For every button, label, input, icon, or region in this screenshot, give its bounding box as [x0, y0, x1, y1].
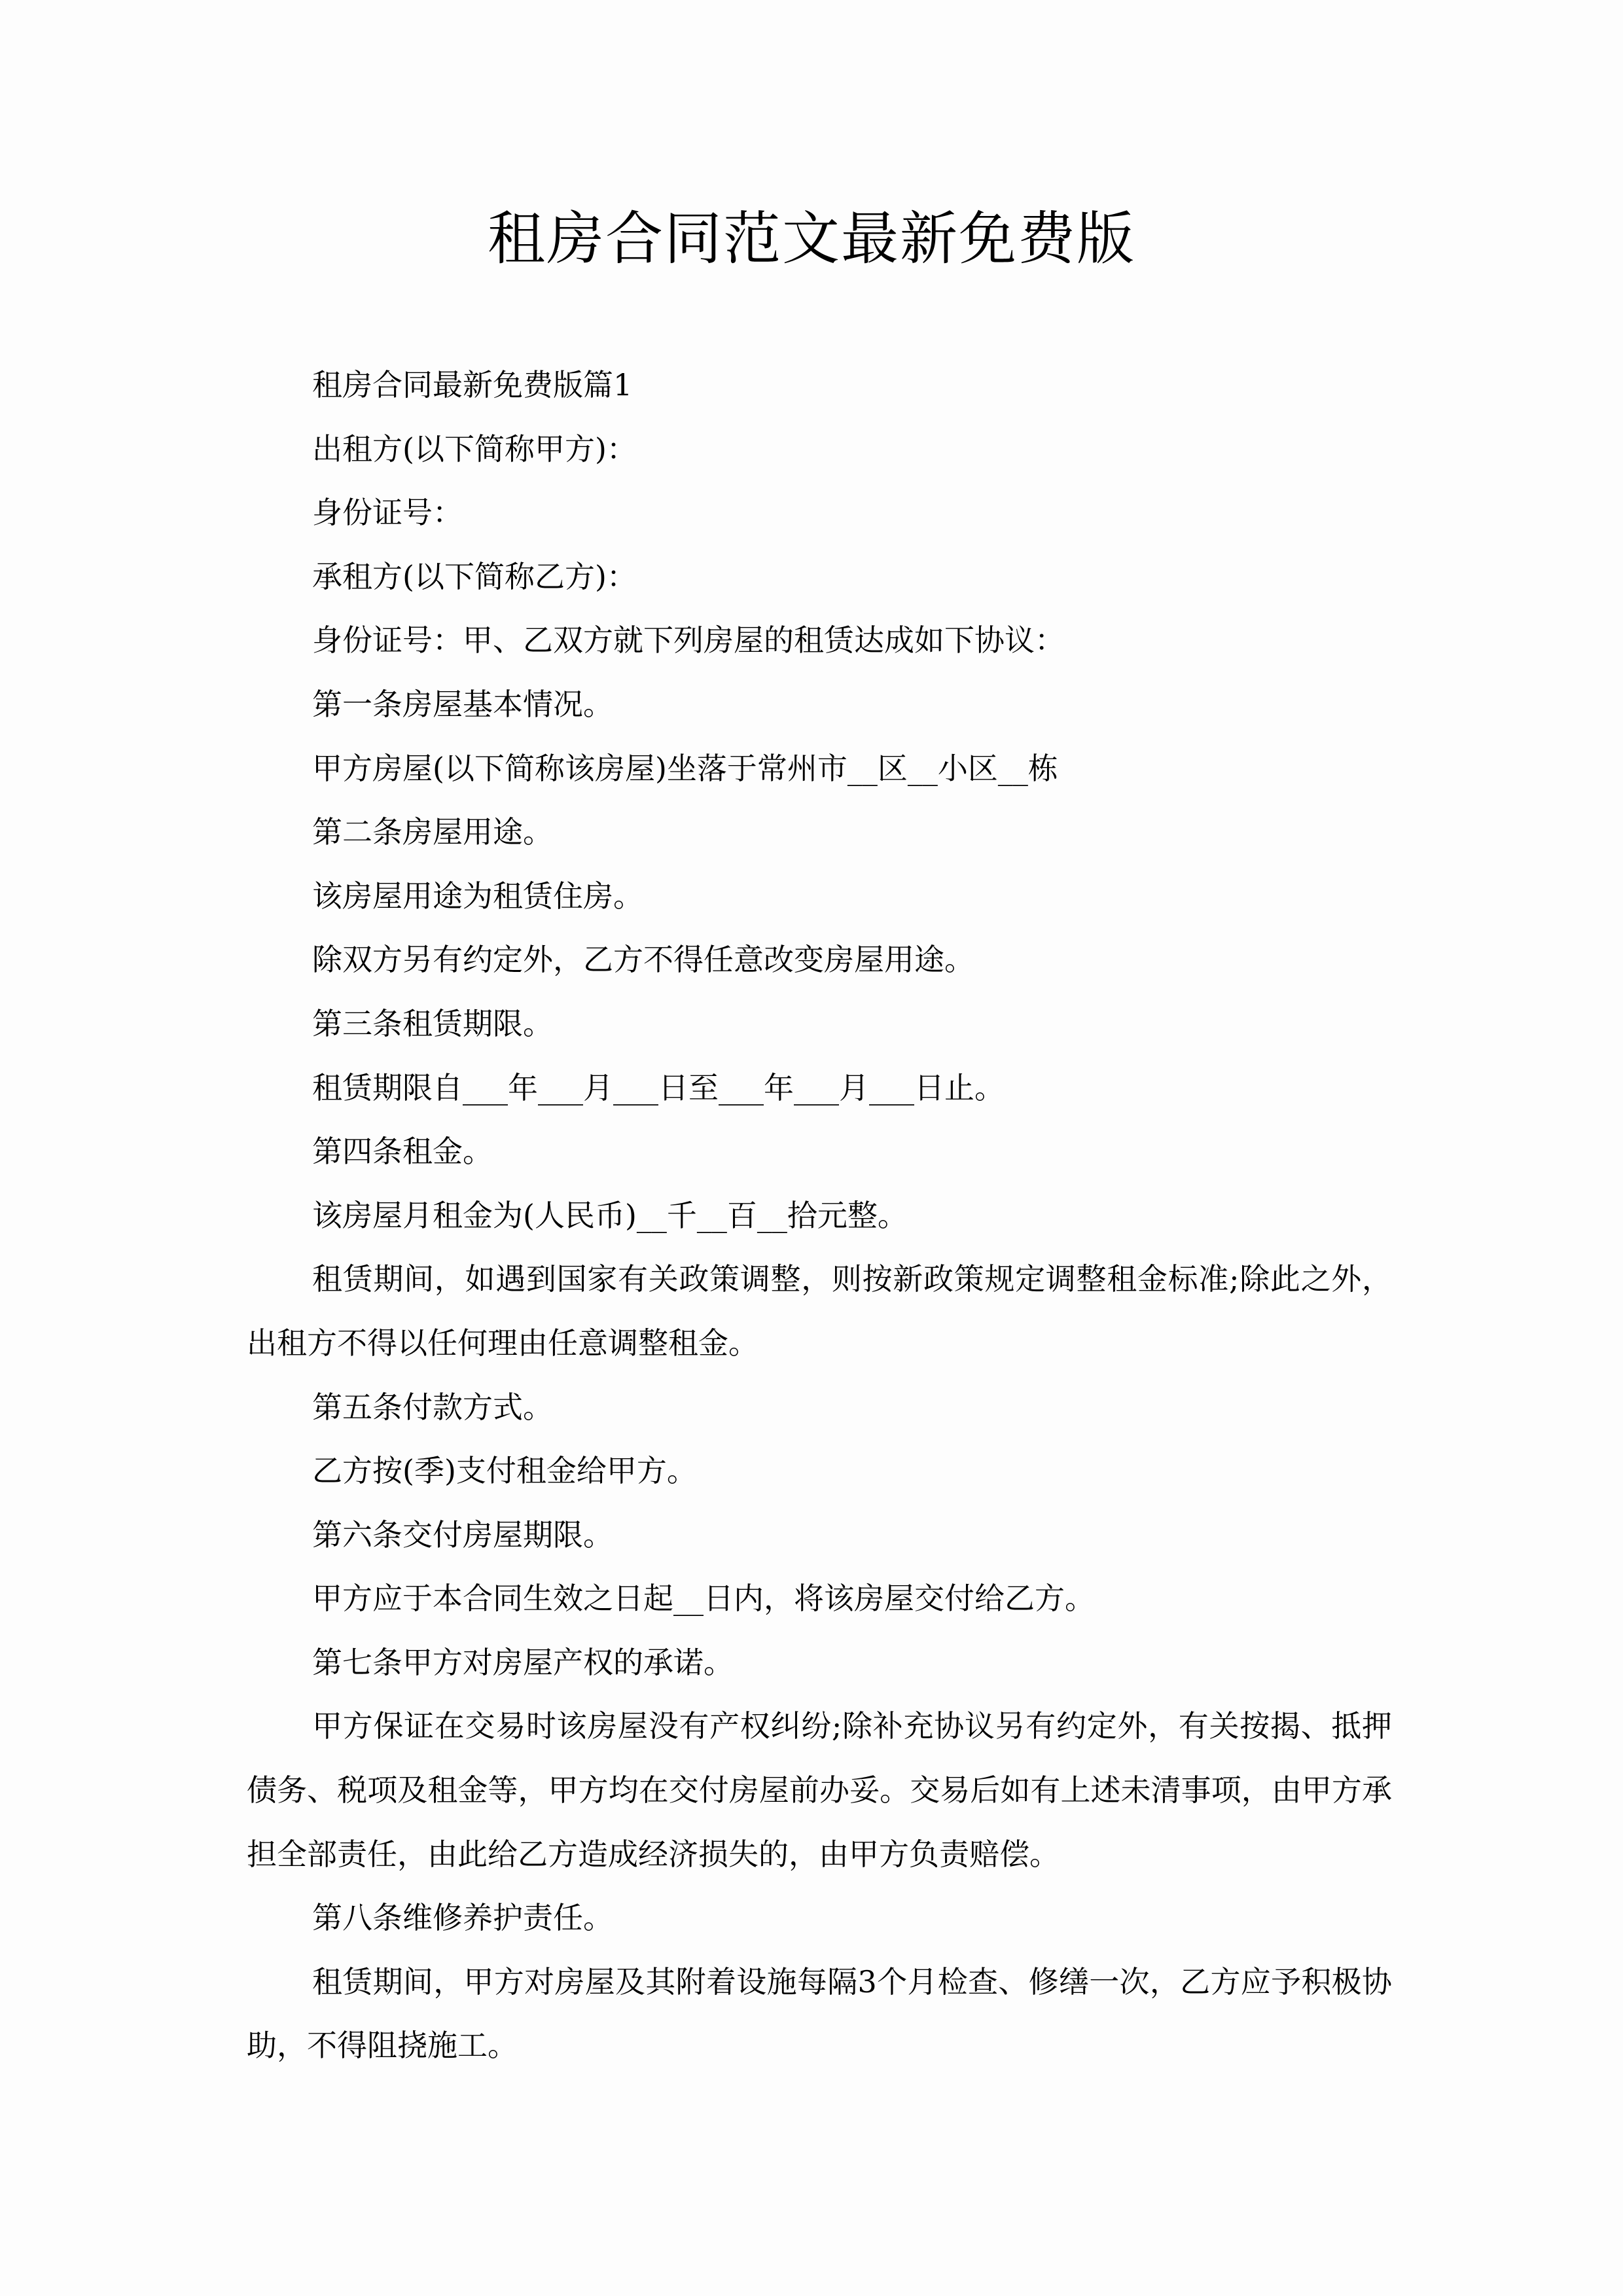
article-6-heading: 第六条交付房屋期限。	[312, 1516, 613, 1552]
lessor-field: 出租方(以下简称甲方)：	[312, 431, 637, 467]
article-2-text: 该房屋用途为租赁住房。	[312, 878, 643, 914]
article-3-text: 租赁期限自___年___月___日至___年___月___日止。	[312, 1069, 1005, 1105]
article-6-text: 甲方应于本合同生效之日起__日内，将该房屋交付给乙方。	[312, 1581, 1095, 1617]
article-1-text: 甲方房屋(以下简称该房屋)坐落于常州市__区__小区__栋	[312, 750, 1058, 786]
article-8-text: 租赁期间，甲方对房屋及其附着设施每隔3个月检查、修缮一次，乙方应予积极协助，不得阻挠施工。	[247, 1964, 1392, 2064]
article-8-heading: 第八条维修养护责任。	[312, 1900, 613, 1936]
lessee-field: 承租方(以下简称乙方)：	[312, 558, 637, 594]
article-2-heading: 第二条房屋用途。	[312, 814, 553, 850]
article-7-heading: 第七条甲方对房屋产权的承诺。	[312, 1644, 734, 1680]
article-1-heading: 第一条房屋基本情况。	[312, 686, 613, 722]
article-3-heading: 第三条租赁期限。	[312, 1005, 553, 1041]
document-title: 租房合同范文最新免费版	[487, 205, 1135, 272]
lessee-id-field: 身份证号：甲、乙双方就下列房屋的租赁达成如下协议：	[312, 622, 1065, 658]
article-4-text: 该房屋月租金为(人民币)__千__百__拾元整。	[312, 1197, 908, 1233]
article-5-text: 乙方按(季)支付租金给甲方。	[312, 1453, 697, 1489]
article-7-text: 甲方保证在交易时该房屋没有产权纠纷;除补充协议另有约定外，有关按揭、抵押债务、税项及租金等，甲方均在交付房屋前办妥。交易后如有上述未清事项，由甲方承担全部责任，由此给乙方造成经济损失的，由甲方负责赔偿。	[247, 1708, 1392, 1872]
article-5-heading: 第五条付款方式。	[312, 1389, 553, 1425]
document-body	[247, 353, 1392, 2078]
article-4-heading: 第四条租金。	[312, 1134, 493, 1170]
article-4-text: 租赁期间，如遇到国家有关政策调整，则按新政策规定调整租金标准;除此之外，出租方不得以任何理由任意调整租金。	[247, 1261, 1392, 1361]
article-2-text: 除双方另有约定外，乙方不得任意改变房屋用途。	[312, 942, 974, 978]
lessor-id-field: 身份证号：	[312, 495, 463, 531]
section-heading: 租房合同最新免费版篇1	[312, 367, 633, 403]
